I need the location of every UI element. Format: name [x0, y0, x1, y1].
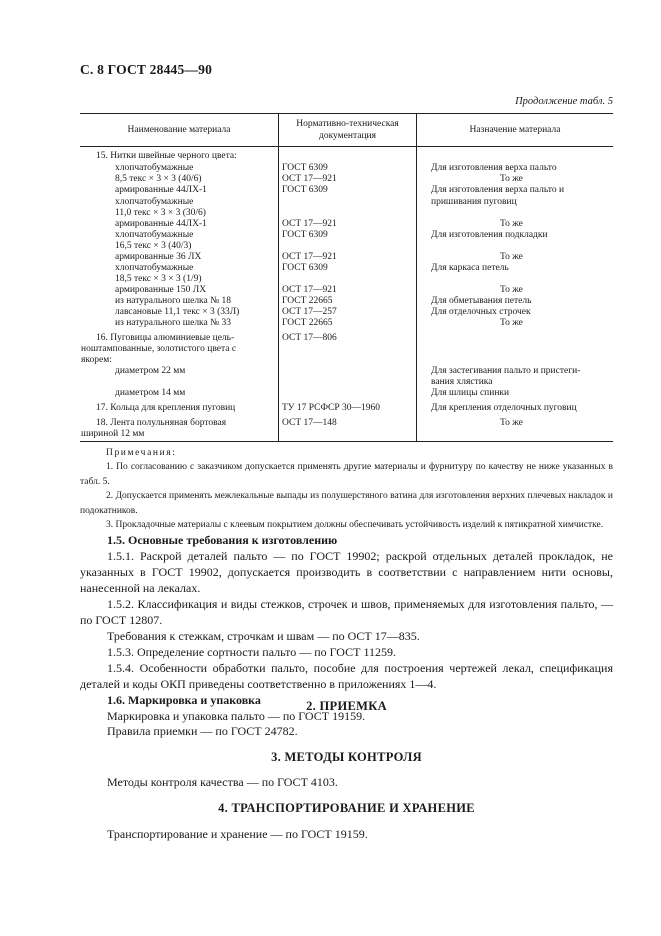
- material-cell: 8,5 текс × 3 × 3 (40/6): [115, 174, 202, 184]
- section-heading-4: 4. ТРАНСПОРТИРОВАНИЕ И ХРАНЕНИЕ: [218, 801, 475, 815]
- material-cell: диаметром 14 мм: [115, 388, 186, 398]
- requirements-section: [80, 532, 613, 724]
- section-4-body: [80, 826, 613, 842]
- material-cell: 17. Кольца для крепления пуговиц: [96, 403, 236, 413]
- documentation-cell: ГОСТ 6309: [282, 263, 328, 273]
- documentation-cell: ГОСТ 6309: [282, 185, 328, 195]
- paragraph-1-6: Маркировка и упаковка пальто — по ГОСТ 19159.: [107, 709, 366, 723]
- purpose-cell: Для изготовления верха пальто и: [431, 185, 565, 195]
- note-item: 1. По согласованию с заказчиком допускается применять другие материалы и фурнитуру по качеству не ниже указанных в табл. 5.: [80, 462, 613, 487]
- material-cell: 11,0 текс × 3 × 3 (30/6): [115, 208, 206, 218]
- section-heading-2: 2. ПРИЕМКА: [306, 699, 387, 713]
- material-cell: 18,5 текс × 3 × 3 (1/9): [115, 274, 202, 284]
- material-cell: 18. Лента полульняная бортовая: [96, 418, 227, 428]
- page-header: С. 8 ГОСТ 28445—90: [80, 62, 213, 77]
- purpose-cell: Для застегивания пальто и пристеги-: [431, 366, 581, 376]
- notes-block: [80, 446, 613, 532]
- table-col-divider-2: [416, 113, 417, 441]
- section-2-body: [80, 723, 613, 739]
- material-cell: хлопчатобумажные: [115, 197, 194, 207]
- documentation-cell: ГОСТ 6309: [282, 163, 328, 173]
- documentation-cell: ГОСТ 22665: [282, 318, 333, 328]
- material-cell: хлопчатобумажные: [115, 230, 194, 240]
- col-header-documentation: [279, 118, 416, 142]
- material-cell: армированные 150 ЛХ: [115, 285, 207, 295]
- material-cell: лавсановые 11,1 текс × 3 (33Л): [115, 307, 240, 317]
- purpose-cell: То же: [500, 174, 523, 184]
- material-cell: армированные 44ЛХ-1: [115, 185, 207, 195]
- material-cell: 16,5 текс × 3 (40/3): [115, 241, 192, 251]
- material-cell: армированные 44ЛХ-1: [115, 219, 207, 229]
- purpose-cell: Для шлицы спинки: [431, 388, 510, 398]
- purpose-cell: Для отделочных строчек: [431, 307, 531, 317]
- table-bottom-rule: [80, 441, 613, 442]
- material-cell: хлопчатобумажные: [115, 163, 194, 173]
- purpose-cell: Для каркаса петель: [431, 263, 509, 273]
- col-header-doc-line2: документация: [318, 131, 377, 141]
- paragraph-1-5-1: 1.5.1. Раскрой деталей пальто — по ГОСТ 19902; раскрой отдельных деталей прокладок, не указанных в ГОСТ 19902, допускается производить в соответствии с направлением нити основы, нанесенной на лекалах.: [80, 549, 613, 595]
- purpose-cell: То же: [500, 318, 523, 328]
- paragraph-4: Транспортирование и хранение — по ГОСТ 19159.: [107, 827, 368, 841]
- material-cell: 16. Пуговицы алюминиевые цель-: [96, 333, 235, 343]
- subsection-heading-1-5: 1.5. Основные требования к изготовлению: [107, 533, 338, 547]
- paragraph-1-5-2b: Требования к стежкам, строчкам и швам — по ОСТ 17—835.: [107, 629, 420, 643]
- documentation-cell: ОСТ 17—921: [282, 219, 337, 229]
- documentation-cell: ОСТ 17—148: [282, 418, 337, 428]
- col-header-purpose: Назначение материала: [469, 125, 561, 135]
- material-cell: 15. Нитки швейные черного цвета:: [96, 151, 237, 161]
- material-cell: диаметром 22 мм: [115, 366, 186, 376]
- purpose-cell: То же: [500, 219, 523, 229]
- purpose-cell: Для изготовления верха пальто: [431, 163, 557, 173]
- table-header-rule: [80, 146, 613, 147]
- table-col-divider-1: [278, 113, 279, 441]
- table-top-rule: [80, 113, 613, 114]
- material-cell: из натурального шелка № 18: [115, 296, 232, 306]
- purpose-cell: пришивания пуговиц: [431, 197, 517, 207]
- material-cell: ноштампованные, золотистого цвета с: [81, 344, 237, 354]
- col-header-material: Наименование материала: [127, 125, 231, 135]
- purpose-cell: Для крепления отделочных пуговиц: [431, 403, 577, 413]
- purpose-cell: То же: [500, 252, 523, 262]
- purpose-cell: вания хлястика: [431, 377, 493, 387]
- note-item: 3. Прокладочные материалы с клеевым покрытием должны обеспечивать устойчивость изделий к пятикратной химчистке.: [106, 520, 604, 531]
- documentation-cell: ОСТ 17—806: [282, 333, 337, 343]
- documentation-cell: ТУ 17 РСФСР 30—1960: [282, 403, 381, 413]
- material-cell: из натурального шелка № 33: [115, 318, 232, 328]
- material-cell: шириной 12 мм: [81, 429, 145, 439]
- paragraph-1-5-3: 1.5.3. Определение сортности пальто — по ГОСТ 11259.: [107, 645, 397, 659]
- paragraph-3: Методы контроля качества — по ГОСТ 4103.: [107, 775, 338, 789]
- documentation-cell: ГОСТ 22665: [282, 296, 333, 306]
- note-item: 2. Допускается применять межлекальные выпады из полушерстяного ватина для изготовления верхних плечевых накладок и подокатников.: [80, 491, 613, 516]
- purpose-cell: Для обметывания петель: [431, 296, 532, 306]
- paragraph-2: Правила приемки — по ГОСТ 24782.: [107, 724, 298, 738]
- material-cell: якорем:: [81, 355, 112, 365]
- documentation-cell: ОСТ 17—921: [282, 174, 337, 184]
- paragraph-1-5-4: 1.5.4. Особенности обработки пальто, пособие для построения чертежей лекал, спецификация деталей и коды ОКП приведены соответственно в приложениях 1—4.: [80, 661, 613, 691]
- col-header-doc-line1: Нормативно-техническая: [296, 119, 399, 129]
- section-3-body: [80, 774, 613, 790]
- material-cell: хлопчатобумажные: [115, 263, 194, 273]
- documentation-cell: ОСТ 17—921: [282, 285, 337, 295]
- purpose-cell: То же: [500, 418, 523, 428]
- purpose-cell: Для изготовления подкладки: [431, 230, 548, 240]
- table-continuation-label: Продолжение табл. 5: [515, 96, 613, 107]
- notes-title: Примечания:: [106, 448, 177, 458]
- material-cell: армированные 36 ЛХ: [115, 252, 202, 262]
- subsection-heading-1-6: 1.6. Маркировка и упаковка: [107, 693, 261, 707]
- purpose-cell: То же: [500, 285, 523, 295]
- documentation-cell: ОСТ 17—921: [282, 252, 337, 262]
- section-heading-3: 3. МЕТОДЫ КОНТРОЛЯ: [271, 750, 422, 764]
- documentation-cell: ГОСТ 6309: [282, 230, 328, 240]
- paragraph-1-5-2: 1.5.2. Классификация и виды стежков, строчек и швов, применяемых для изготовления пальто, — по ГОСТ 12807.: [80, 597, 613, 627]
- documentation-cell: ОСТ 17—257: [282, 307, 337, 317]
